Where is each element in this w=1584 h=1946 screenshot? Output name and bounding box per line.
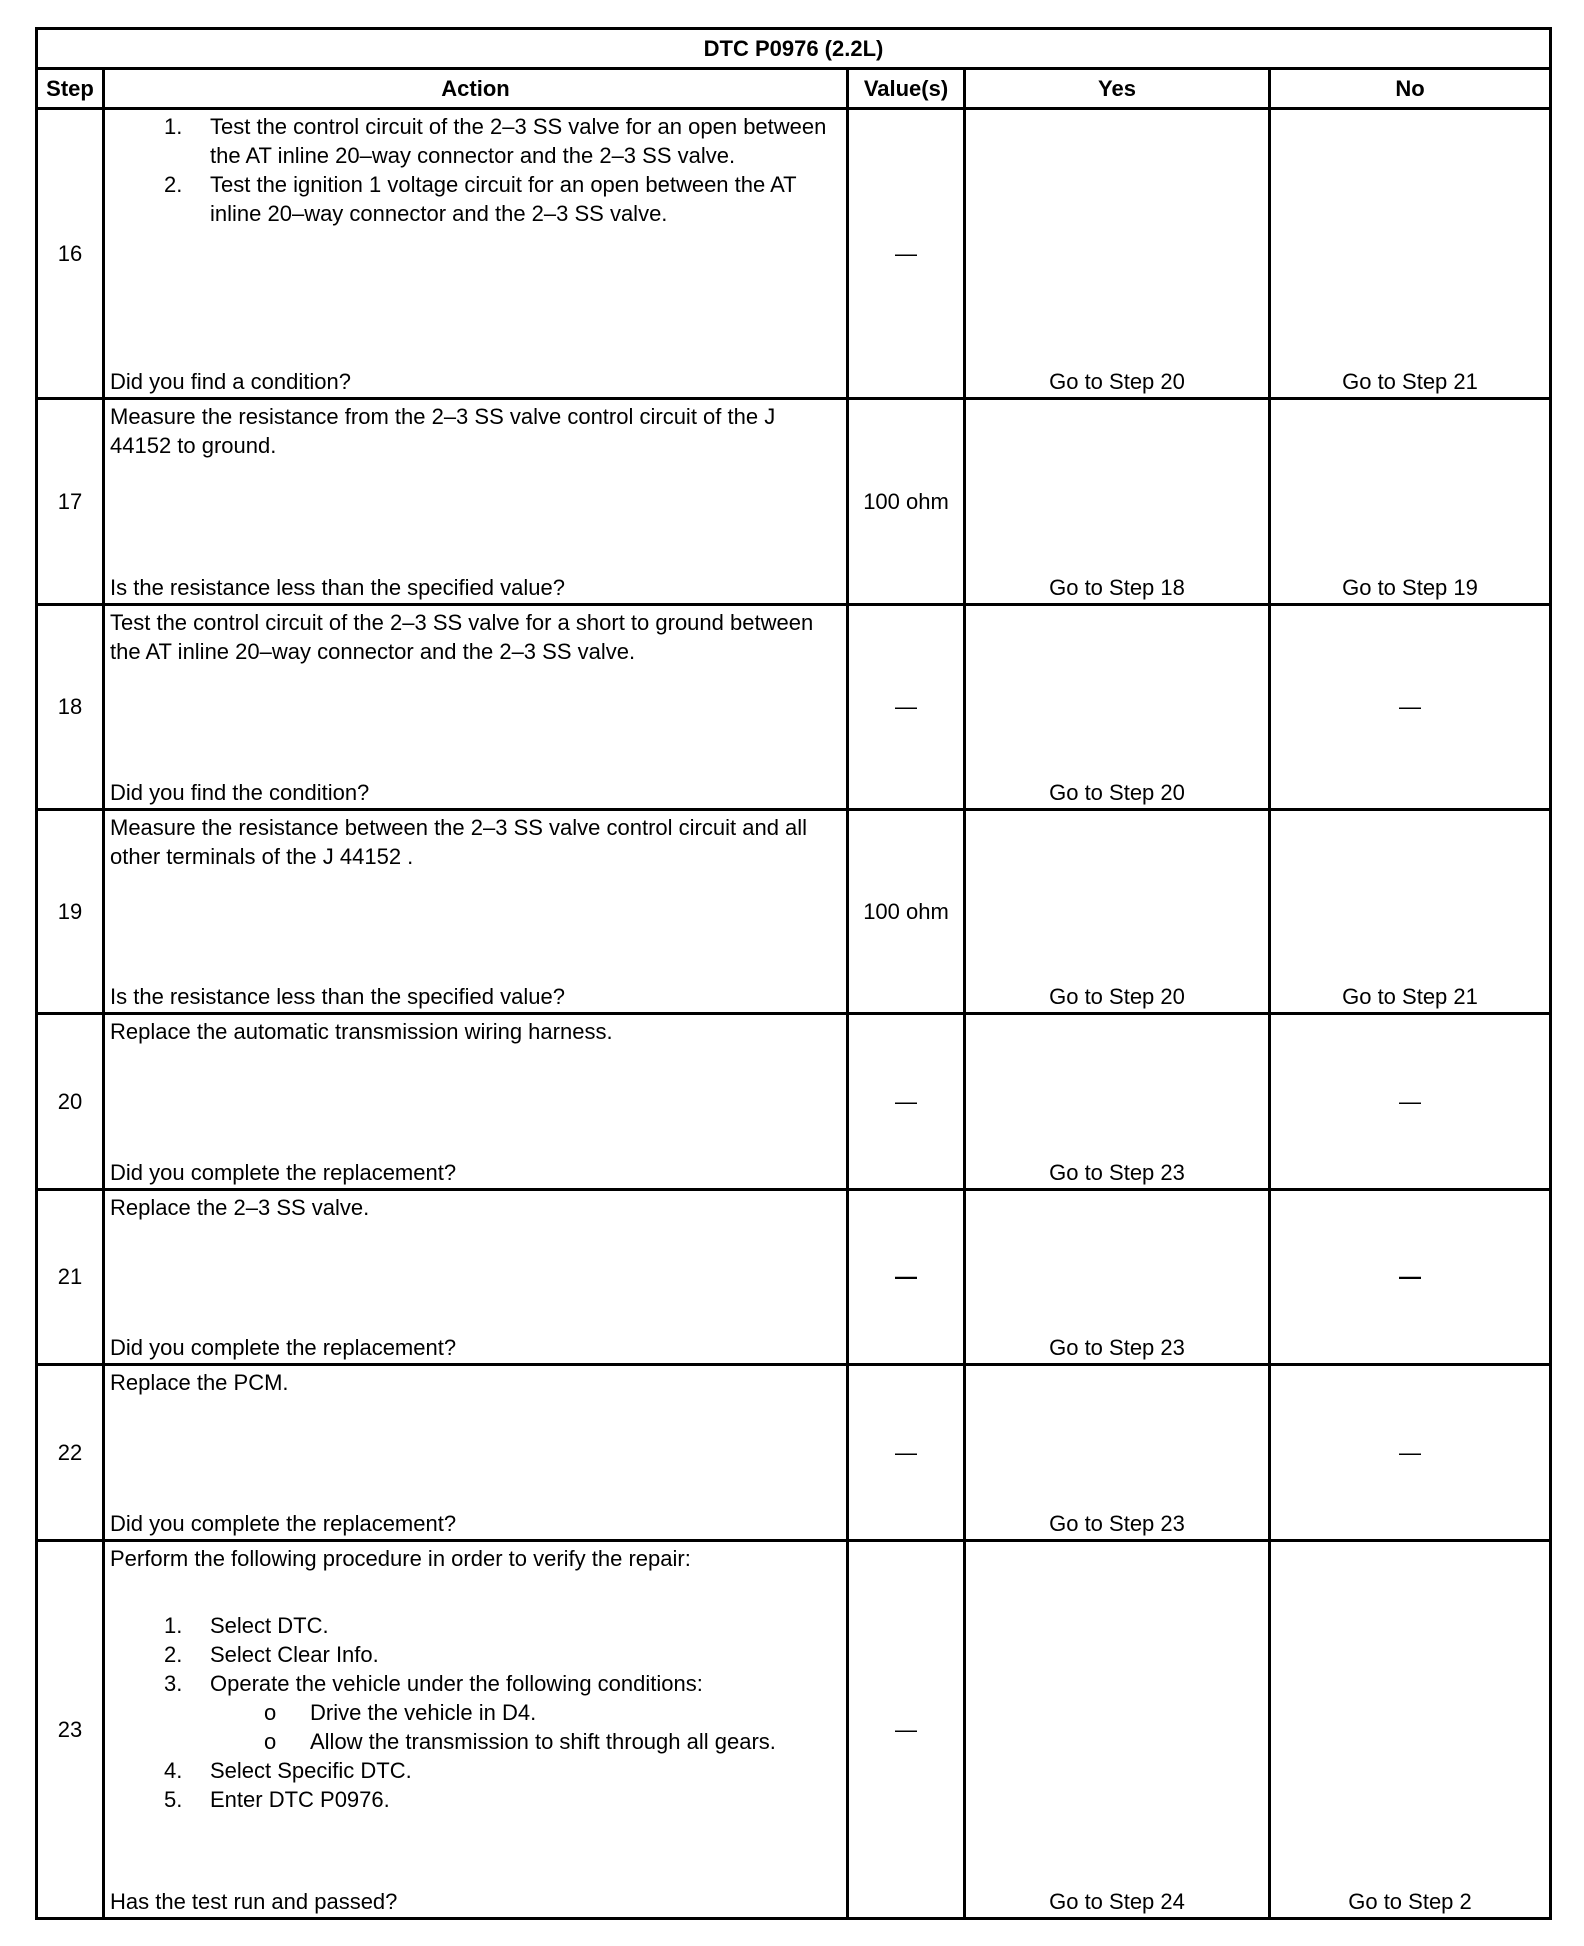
action-text: Replace the PCM. (110, 1370, 289, 1395)
action-question: Did you complete the replacement? (110, 1160, 457, 1185)
list-item: 5. Enter DTC P0976. (164, 1787, 390, 1812)
value-cell: 100 ohm (848, 810, 965, 1014)
bullet-icon: o (264, 1700, 277, 1725)
no-link: Go to Step 21 (1342, 984, 1478, 1009)
sublist-item: o Allow the transmission to shift through all gears. (264, 1729, 776, 1754)
yes-cell (965, 1190, 1270, 1365)
no-cell (1270, 605, 1551, 810)
yes-cell (965, 810, 1270, 1014)
yes-cell (965, 1365, 1270, 1541)
value-cell: — (848, 1365, 965, 1541)
value-cell: 100 ohm (848, 399, 965, 605)
table-title: DTC P0976 (2.2L) (37, 29, 1551, 69)
yes-link: Go to Step 20 (1049, 780, 1185, 805)
yes-link: Go to Step 23 (1049, 1335, 1185, 1360)
sublist-item: o Drive the vehicle in D4. (264, 1700, 537, 1725)
no-cell (1270, 1190, 1551, 1365)
no-cell (1270, 109, 1551, 399)
list-item: 2. Test the ignition 1 voltage circuit for an open between the AT inline 20–way connector and the 2–3 SS valve. (164, 172, 797, 226)
header-action: Action (104, 69, 848, 109)
action-text: Measure the resistance between the 2–3 SS valve control circuit and all other terminals of the J 44152 . (110, 815, 808, 869)
yes-link: Go to Step 18 (1049, 575, 1185, 600)
action-cell (104, 605, 848, 810)
value-cell: — (848, 1190, 965, 1365)
value-cell: — (848, 109, 965, 399)
list-item: 1. Test the control circuit of the 2–3 SS valve for an open between the AT inline 20–way connector and the 2–3 SS valve. (164, 114, 827, 168)
no-cell (1270, 1365, 1551, 1541)
step-number: 21 (37, 1190, 104, 1365)
step-number: 22 (37, 1365, 104, 1541)
action-list (110, 112, 842, 228)
action-text: Perform the following procedure in order to verify the repair: (110, 1546, 691, 1571)
list-number: 1. (164, 114, 183, 139)
no-value: — (1399, 1439, 1421, 1465)
yes-link: Go to Step 20 (1049, 369, 1185, 394)
list-number: 2. (164, 1642, 183, 1667)
step-number: 17 (37, 399, 104, 605)
no-cell (1270, 810, 1551, 1014)
table-row (37, 605, 1551, 810)
yes-link: Go to Step 23 (1049, 1511, 1185, 1536)
action-text: Measure the resistance from the 2–3 SS valve control circuit of the J 44152 to ground. (110, 404, 776, 458)
header-step: Step (37, 69, 104, 109)
list-number: 3. (164, 1671, 183, 1696)
list-number: 4. (164, 1758, 183, 1783)
no-cell (1270, 399, 1551, 605)
list-item: 1. Select DTC. (164, 1613, 329, 1638)
action-question: Has the test run and passed? (110, 1889, 398, 1914)
title-row (37, 29, 1551, 69)
no-link: Go to Step 21 (1342, 369, 1478, 394)
dtc-table (35, 27, 1552, 1920)
no-value: — (1399, 1264, 1421, 1289)
step-number: 23 (37, 1541, 104, 1919)
list-number: 2. (164, 172, 183, 197)
yes-cell (965, 1014, 1270, 1190)
action-question: Did you find the condition? (110, 780, 370, 805)
yes-link: Go to Step 23 (1049, 1160, 1185, 1185)
action-cell (104, 399, 848, 605)
list-number: 1. (164, 1613, 183, 1638)
action-question: Did you complete the replacement? (110, 1511, 457, 1536)
action-text: Replace the automatic transmission wiring harness. (110, 1019, 613, 1044)
action-cell (104, 1541, 848, 1919)
value-cell: — (848, 1014, 965, 1190)
action-question: Is the resistance less than the specified value? (110, 984, 565, 1009)
action-list (110, 1611, 842, 1814)
value-cell: — (848, 605, 965, 810)
action-sublist (110, 1698, 842, 1756)
yes-cell (965, 1541, 1270, 1919)
list-item: 2. Select Clear Info. (164, 1642, 379, 1667)
yes-link: Go to Step 20 (1049, 984, 1185, 1009)
action-cell (104, 1190, 848, 1365)
bullet-icon: o (264, 1729, 277, 1754)
list-item: 4. Select Specific DTC. (164, 1758, 412, 1783)
no-link: Go to Step 2 (1348, 1889, 1472, 1914)
step-number: 19 (37, 810, 104, 1014)
no-value: — (1399, 1088, 1421, 1114)
action-cell (104, 810, 848, 1014)
table-row (37, 1541, 1551, 1919)
table-row (37, 1365, 1551, 1541)
action-cell (104, 109, 848, 399)
header-no: No (1270, 69, 1551, 109)
table-row (37, 1014, 1551, 1190)
no-cell (1270, 1014, 1551, 1190)
action-question: Did you find a condition? (110, 369, 351, 394)
table-row (37, 810, 1551, 1014)
header-values: Value(s) (848, 69, 965, 109)
header-yes: Yes (965, 69, 1270, 109)
action-question: Did you complete the replacement? (110, 1335, 457, 1360)
yes-cell (965, 109, 1270, 399)
table-row (37, 109, 1551, 399)
no-value: — (1399, 694, 1421, 719)
action-question: Is the resistance less than the specified value? (110, 575, 565, 600)
list-item: 3. Operate the vehicle under the following conditions: o Drive the vehicle in D4. o Allow the transmission to shift through all gears. (110, 1669, 842, 1756)
table-row (37, 1190, 1551, 1365)
yes-cell (965, 605, 1270, 810)
list-number: 5. (164, 1787, 183, 1812)
action-cell (104, 1365, 848, 1541)
step-number: 20 (37, 1014, 104, 1190)
action-cell (104, 1014, 848, 1190)
no-link: Go to Step 19 (1342, 575, 1478, 600)
step-number: 18 (37, 605, 104, 810)
no-cell (1270, 1541, 1551, 1919)
yes-link: Go to Step 24 (1049, 1889, 1185, 1914)
header-row (37, 69, 1551, 109)
table-row (37, 399, 1551, 605)
step-number: 16 (37, 109, 104, 399)
action-text: Test the control circuit of the 2–3 SS valve for a short to ground between the AT inline 20–way connector and the 2–3 SS valve. (110, 610, 814, 664)
value-cell: — (848, 1541, 965, 1919)
action-text: Replace the 2–3 SS valve. (110, 1195, 370, 1220)
yes-cell (965, 399, 1270, 605)
